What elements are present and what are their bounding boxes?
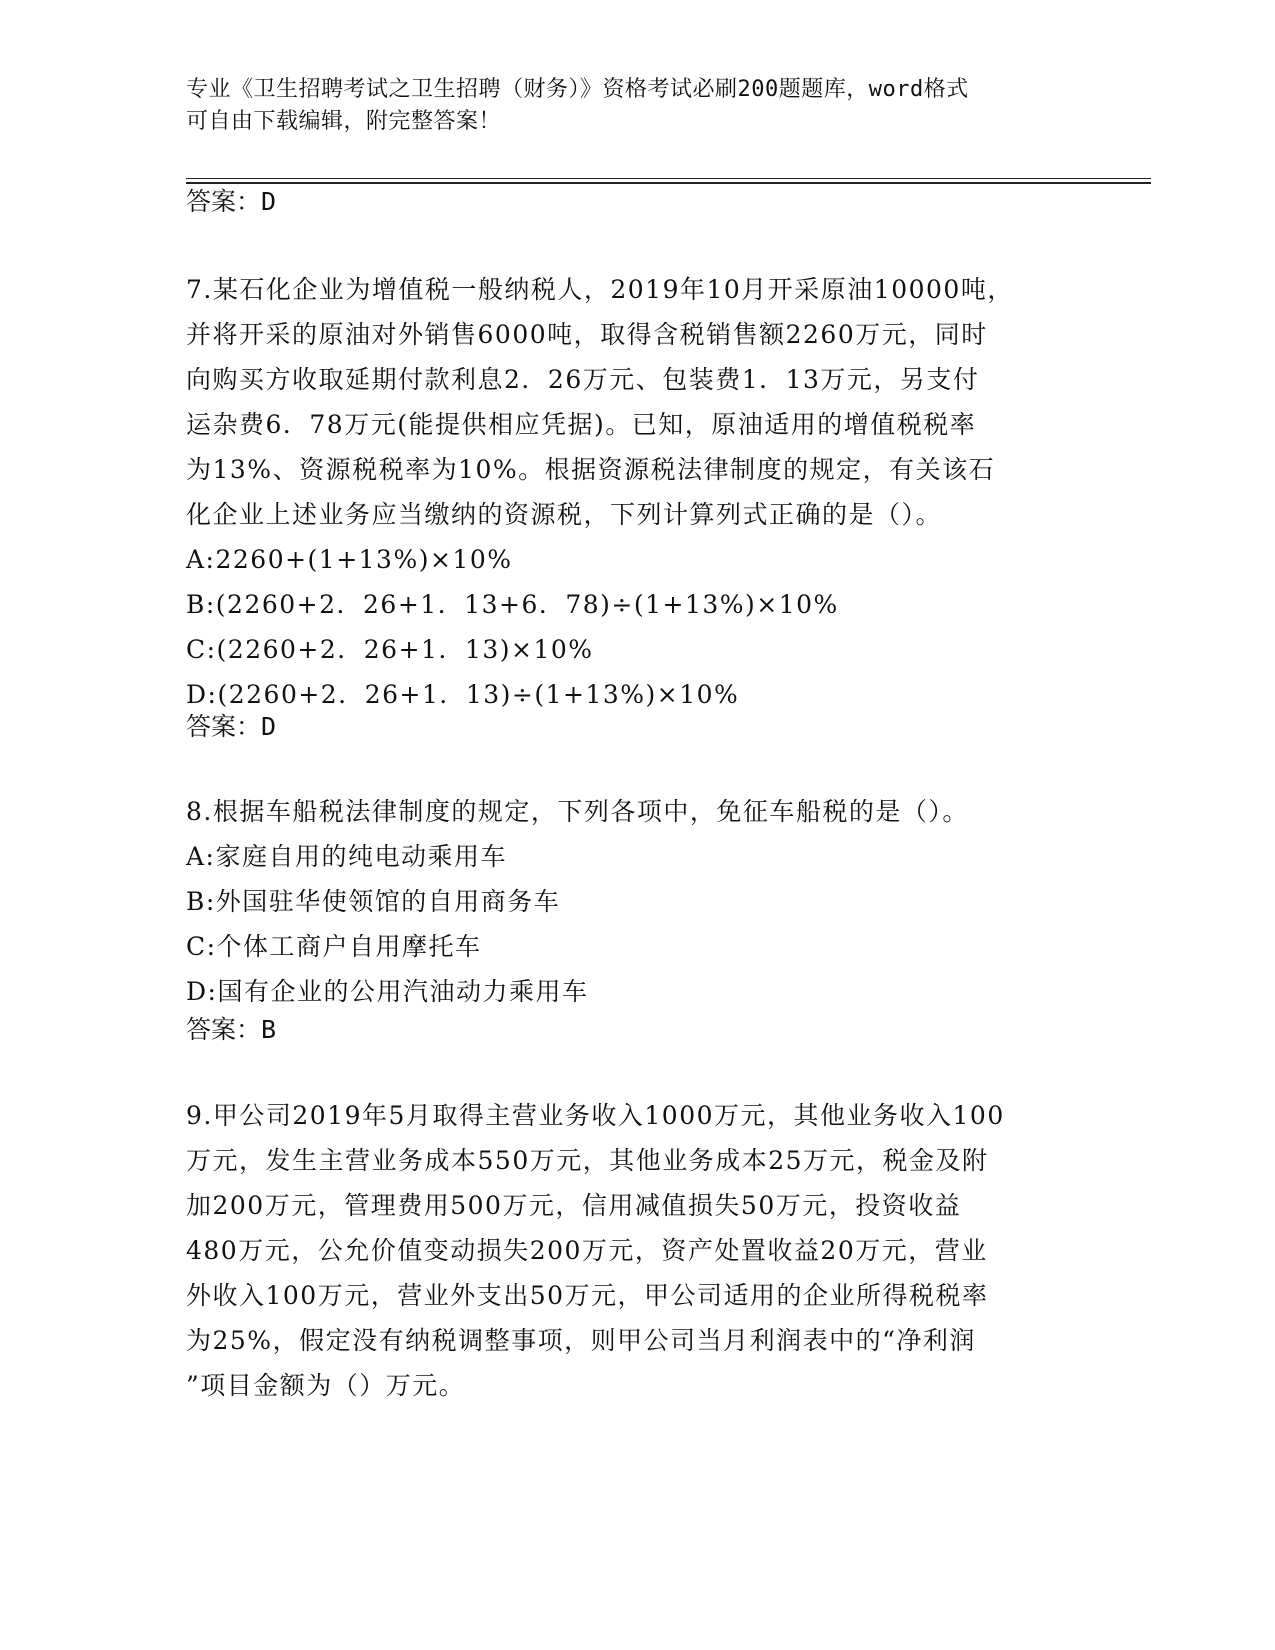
option-a: A:家庭自用的纯电动乘用车	[186, 842, 507, 871]
header-line-1: 专业《卫生招聘考试之卫生招聘（财务）》资格考试必刷200题题库，word格式	[186, 77, 969, 102]
option-c: C:个体工商户自用摩托车	[186, 932, 482, 961]
option-b: B:外国驻华使领馆的自用商务车	[186, 887, 561, 916]
question-9-line: 9.甲公司2019年5月取得主营业务收入1000万元，其他业务收入100	[186, 1101, 1005, 1130]
option-c: C:(2260+2．26+1．13)×10%	[186, 635, 594, 664]
question-9-line: 万元，发生主营业务成本550万元，其他业务成本25万元，税金及附	[186, 1146, 989, 1175]
question-9	[186, 1093, 1076, 1408]
header-line-2: 可自由下载编辑，附完整答案！	[186, 109, 502, 134]
question-9-line: 480万元，公允价值变动损失200万元，资产处置收益20万元，营业	[186, 1236, 988, 1265]
question-9-line: 外收入100万元，营业外支出50万元，甲公司适用的企业所得税税率	[186, 1281, 989, 1310]
option-d: D:(2260+2．26+1．13)÷(1+13%)×10%	[186, 680, 740, 709]
question-7	[186, 267, 1076, 717]
header-rule-thick	[186, 182, 1151, 184]
prev-answer: 答案：D	[186, 187, 277, 216]
question-7-line: 为13%、资源税税率为10%。根据资源税法律制度的规定，有关该石	[186, 455, 996, 484]
question-9-line: ”项目金额为（）万元。	[186, 1371, 466, 1400]
header-rule-thin	[186, 178, 1151, 179]
option-d: D:国有企业的公用汽油动力乘用车	[186, 977, 589, 1006]
question-7-line: 运杂费6．78万元(能提供相应凭据)。已知，原油适用的增值税税率	[186, 410, 977, 439]
question-7-answer: 答案：D	[186, 712, 277, 741]
question-8-line: 8.根据车船税法律制度的规定，下列各项中，免征车船税的是（）。	[186, 797, 969, 826]
question-7-line: 7.某石化企业为增值税一般纳税人，2019年10月开采原油10000吨，	[186, 275, 1014, 304]
question-9-line: 加200万元，管理费用500万元，信用减值损失50万元，投资收益	[186, 1191, 962, 1220]
question-7-line: 化企业上述业务应当缴纳的资源税，下列计算列式正确的是（）。	[186, 500, 943, 529]
document-header	[186, 74, 1066, 138]
question-7-line: 向购买方收取延期付款利息2．26万元、包装费1．13万元，另支付	[186, 365, 980, 394]
question-7-options	[186, 537, 1076, 717]
question-8	[186, 789, 1076, 1014]
question-7-line: 并将开采的原油对外销售6000吨，取得含税销售额2260万元，同时	[186, 320, 988, 349]
option-b: B:(2260+2．26+1．13+6．78)÷(1+13%)×10%	[186, 590, 839, 619]
question-8-answer: 答案：B	[186, 1015, 277, 1044]
question-9-line: 为25%，假定没有纳税调整事项，则甲公司当月利润表中的“净利润	[186, 1326, 976, 1355]
option-a: A:2260+(1+13%)×10%	[186, 545, 513, 574]
question-8-options	[186, 834, 1076, 1014]
